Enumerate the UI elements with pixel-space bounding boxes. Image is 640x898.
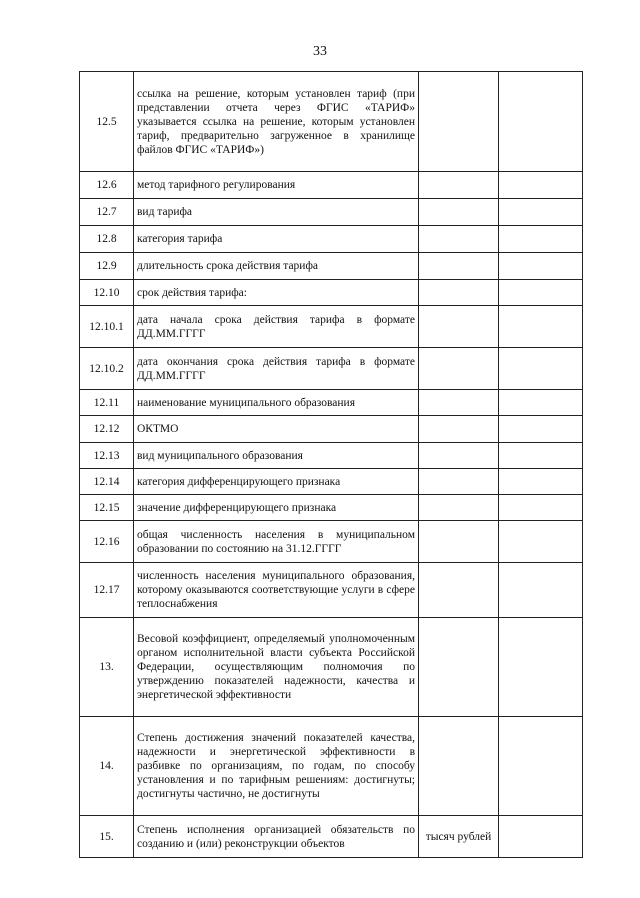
row-number: 12.15	[80, 495, 134, 521]
row-unit	[419, 618, 499, 717]
row-unit	[419, 306, 499, 348]
row-value	[499, 306, 583, 348]
table-row	[80, 306, 583, 348]
row-unit	[419, 172, 499, 199]
table-row	[80, 348, 583, 390]
row-description: вид тарифа	[134, 199, 419, 226]
row-unit	[419, 226, 499, 253]
row-value	[499, 72, 583, 172]
row-unit	[419, 280, 499, 306]
indicators-table	[79, 71, 583, 858]
table-row	[80, 717, 583, 816]
table-row	[80, 390, 583, 416]
row-value	[499, 280, 583, 306]
table-row	[80, 495, 583, 521]
table-row	[80, 416, 583, 443]
row-number: 12.17	[80, 563, 134, 618]
row-number: 12.16	[80, 521, 134, 563]
row-number: 13.	[80, 618, 134, 717]
row-description: Степень исполнения организацией обязательств по созданию и (или) реконструкции объектов	[134, 816, 419, 858]
row-unit	[419, 563, 499, 618]
row-number: 12.10.2	[80, 348, 134, 390]
row-description: Степень достижения значений показателей качества, надежности и энергетической эффективности в разбивке по организациям, по годам, по способу установления и по тарифным решениям: достигнуты; достигнуты частично, не достигнуты	[134, 717, 419, 816]
row-value	[499, 199, 583, 226]
table-row	[80, 816, 583, 858]
row-value	[499, 348, 583, 390]
row-value	[499, 618, 583, 717]
row-value	[499, 816, 583, 858]
row-number: 12.12	[80, 416, 134, 443]
row-unit: тысяч рублей	[419, 816, 499, 858]
table-row	[80, 563, 583, 618]
row-value	[499, 226, 583, 253]
row-description: категория тарифа	[134, 226, 419, 253]
row-description: общая численность населения в муниципальном образовании по состоянию на 31.12.ГГГГ	[134, 521, 419, 563]
table-row	[80, 469, 583, 495]
row-description: категория дифференцирующего признака	[134, 469, 419, 495]
row-value	[499, 563, 583, 618]
row-unit	[419, 469, 499, 495]
row-value	[499, 469, 583, 495]
row-description: ОКТМО	[134, 416, 419, 443]
table-row	[80, 521, 583, 563]
table-row	[80, 280, 583, 306]
row-description: метод тарифного регулирования	[134, 172, 419, 199]
row-number: 12.5	[80, 72, 134, 172]
row-number: 12.7	[80, 199, 134, 226]
row-description: вид муниципального образования	[134, 443, 419, 469]
row-unit	[419, 253, 499, 280]
table-row	[80, 226, 583, 253]
row-unit	[419, 521, 499, 563]
row-value	[499, 253, 583, 280]
row-number: 15.	[80, 816, 134, 858]
row-unit	[419, 390, 499, 416]
row-number: 14.	[80, 717, 134, 816]
row-unit	[419, 348, 499, 390]
row-value	[499, 390, 583, 416]
row-number: 12.13	[80, 443, 134, 469]
row-description: Весовой коэффициент, определяемый уполномоченным органом исполнительной власти субъекта Российской Федерации, осуществляющим полномочия по утверждению показателей надежности, качества и энергетической эффективности	[134, 618, 419, 717]
row-description: численность населения муниципального образования, которому оказываются соответствующие услуги в сфере теплоснабжения	[134, 563, 419, 618]
table-row	[80, 253, 583, 280]
row-value	[499, 521, 583, 563]
row-description: значение дифференцирующего признака	[134, 495, 419, 521]
row-value	[499, 495, 583, 521]
row-number: 12.11	[80, 390, 134, 416]
row-number: 12.9	[80, 253, 134, 280]
table-row	[80, 618, 583, 717]
row-description: дата начала срока действия тарифа в формате ДД.ММ.ГГГГ	[134, 306, 419, 348]
page-number: 33	[313, 44, 327, 59]
table-row	[80, 72, 583, 172]
row-unit	[419, 199, 499, 226]
row-description: длительность срока действия тарифа	[134, 253, 419, 280]
row-number: 12.14	[80, 469, 134, 495]
row-unit	[419, 717, 499, 816]
row-unit	[419, 72, 499, 172]
table-row	[80, 443, 583, 469]
row-description: дата окончания срока действия тарифа в формате ДД.ММ.ГГГГ	[134, 348, 419, 390]
row-unit	[419, 416, 499, 443]
row-description: наименование муниципального образования	[134, 390, 419, 416]
table-row	[80, 199, 583, 226]
row-number: 12.10	[80, 280, 134, 306]
row-value	[499, 172, 583, 199]
row-number: 12.10.1	[80, 306, 134, 348]
row-description: ссылка на решение, которым установлен тариф (при представлении отчета через ФГИС «ТАРИФ» указывается ссылка на решение, которым установлен тариф, предварительно загруженное в хранилище файлов ФГИС «ТАРИФ»)	[134, 72, 419, 172]
row-number: 12.6	[80, 172, 134, 199]
row-unit	[419, 443, 499, 469]
table-row	[80, 172, 583, 199]
row-unit	[419, 495, 499, 521]
row-number: 12.8	[80, 226, 134, 253]
row-value	[499, 443, 583, 469]
row-value	[499, 416, 583, 443]
row-value	[499, 717, 583, 816]
row-description: срок действия тарифа:	[134, 280, 419, 306]
